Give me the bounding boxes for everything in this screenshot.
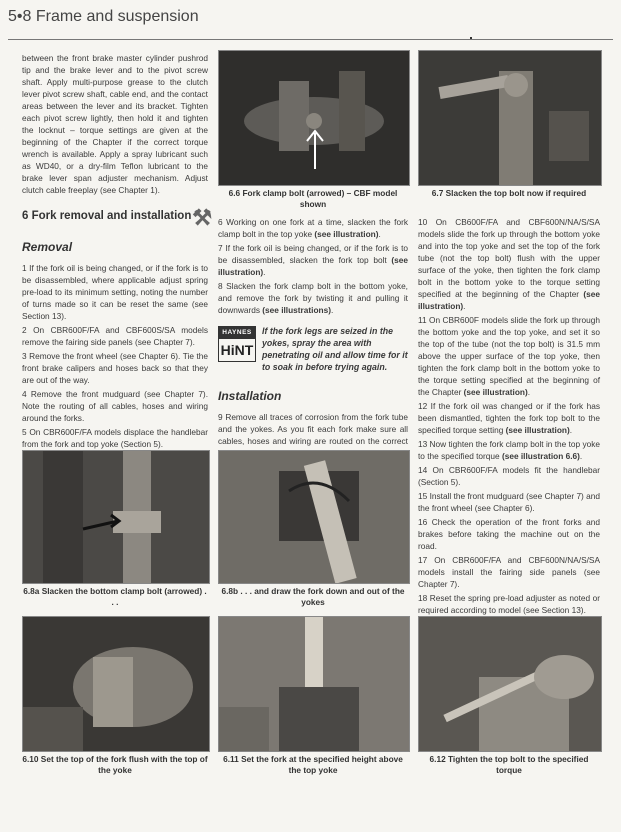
step-3: 3 Remove the front wheel (see Chapter 6). Tie the front brake calipers and hoses back so that they are out of the way.	[22, 351, 208, 386]
step-1: 1 If the fork oil is being changed, or if the fork is to be disassembled, where applicable adjust spring pre-load to its minimum setting, noting the number of turns made so it can be reset the same (see Section 13).	[22, 263, 208, 322]
step-17: 17 On CBR600F/FA and CBF600N/NA/S/SA models install the fairing side panels (see Chapter 7).	[418, 555, 600, 590]
removal-heading: Removal	[22, 239, 73, 254]
caption-6-11: 6.11 Set the fork at the specified height above the top yoke	[223, 754, 403, 775]
caption-6-10: 6.10 Set the top of the fork flush with the top of the yoke	[22, 754, 208, 775]
header-dot	[470, 37, 472, 39]
step-11: 11 On CBR600F models slide the fork up through the bottom yoke and the top yoke, and set it so the top of the tube (not the top bolt) is 31.5 mm above the upper surface of the top yoke, then tighten the fork clamp bolt in the bottom yoke to the torque setting specified at the beginning of the Chapter (see illustration).	[418, 315, 600, 398]
step-10: 10 On CB600F/FA and CBF600N/NA/S/SA models slide the fork up through the bottom yoke and into the top yoke and set the top of the fork tube (not the top bolt) flush with the upper surface of the yoke, then tighten the fork clamp bolt in the bottom yoke to the torque setting specified at the beginning of the Chapter (see illustration).	[418, 217, 600, 312]
section-heading: 6 Fork removal and installation ⚒	[22, 208, 208, 225]
photo-6-8b	[218, 450, 410, 584]
photo-6-8a	[22, 450, 210, 584]
step-4: 4 Remove the front mudguard (see Chapter 7). Note the routing of all cables, hoses and wiring around the forks.	[22, 389, 208, 424]
caption-6-7: 6.7 Slacken the top bolt now if required	[431, 188, 587, 198]
wrench-icon: ⚒	[192, 205, 212, 231]
step-13: 13 Now tighten the fork clamp bolt in the top yoke to the specified torque (see illustration 6.6).	[418, 439, 600, 462]
caption-6-8a: 6.8a Slacken the bottom clamp bolt (arrowed) . . .	[23, 586, 207, 607]
photo-6-6	[218, 50, 410, 186]
caption-6-8b: 6.8b . . . and draw the fork down and out of the yokes	[221, 586, 405, 607]
column-1	[22, 52, 212, 452]
hint-badge: HAYNES HiNT	[218, 326, 256, 362]
page-header: 5•8 Frame and suspension	[8, 8, 199, 25]
column-3	[418, 216, 600, 619]
caption-6-6: 6.6 Fork clamp bolt (arrowed) – CBF model shown	[228, 188, 398, 209]
photo-6-12	[418, 616, 602, 752]
step-6: 6 Working on one fork at a time, slacken the fork clamp bolt in the top yoke (see illustration).	[218, 217, 408, 240]
column-2	[218, 216, 408, 461]
step-7: 7 If the fork oil is being changed, or if the fork is to be disassembled, slacken the fork top bolt (see illustration).	[218, 243, 408, 278]
step-9: 9 Remove all traces of corrosion from the fork tube and the yokes. As you fit each fork make sure all cables, hoses and wiring are routed on the correct	[218, 412, 408, 447]
step-12: 12 If the fork oil was changed or if the fork has been dismantled, tighten the fork top bolt to the specified torque setting (see illustration).	[418, 401, 600, 436]
step-5: 5 On CBR600F/FA models displace the handlebar from the fork and top yoke (Section 5).	[22, 427, 208, 450]
header-divider	[8, 39, 613, 40]
step-16: 16 Check the operation of the front forks and brakes before taking the machine out on the road.	[418, 517, 600, 552]
step-14: 14 On CBR600F/FA models fit the handlebar (Section 5).	[418, 465, 600, 488]
haynes-hint	[218, 326, 408, 374]
photo-6-10	[22, 616, 210, 752]
caption-6-12: 6.12 Tighten the top bolt to the specified torque	[429, 754, 589, 775]
step-18: 18 Reset the spring pre-load adjuster as noted or required according to model (see Section 13).	[418, 593, 600, 616]
hint-text: If the fork legs are seized in the yokes, spray the area with penetrating oil and allow time for it to soak in before trying again.	[262, 326, 408, 372]
installation-heading: Installation	[218, 388, 282, 403]
step-2: 2 On CBR600F/FA and CBF600S/SA models remove the fairing side panels (see Chapter 7).	[22, 325, 208, 348]
photo-6-11	[218, 616, 410, 752]
step-15: 15 Install the front mudguard (see Chapter 7) and the front wheel (see Chapter 6).	[418, 491, 600, 514]
photo-6-7	[418, 50, 602, 186]
intro-paragraph: between the front brake master cylinder pushrod tip and the brake lever and to the pivot screw shaft. Apply multi-purpose grease to the clutch lever pivot screw shaft, cable end, and the contact areas between the lever and its bracket. Tighten each pivot screw lightly, then hold it and tighten the locknut – torque settings are given at the beginning of the Chapter if the correct torque wrench is available. Apply a spray lubricant such as WD40, or a dry-film Teflon lubricant to the brake lever span adjuster mechanism. Adjust clutch cable freeplay (see Chapter 1).	[22, 53, 208, 196]
step-8: 8 Slacken the fork clamp bolt in the bottom yoke, and remove the fork by twisting it and pulling it downwards (see illustrations).	[218, 281, 408, 316]
